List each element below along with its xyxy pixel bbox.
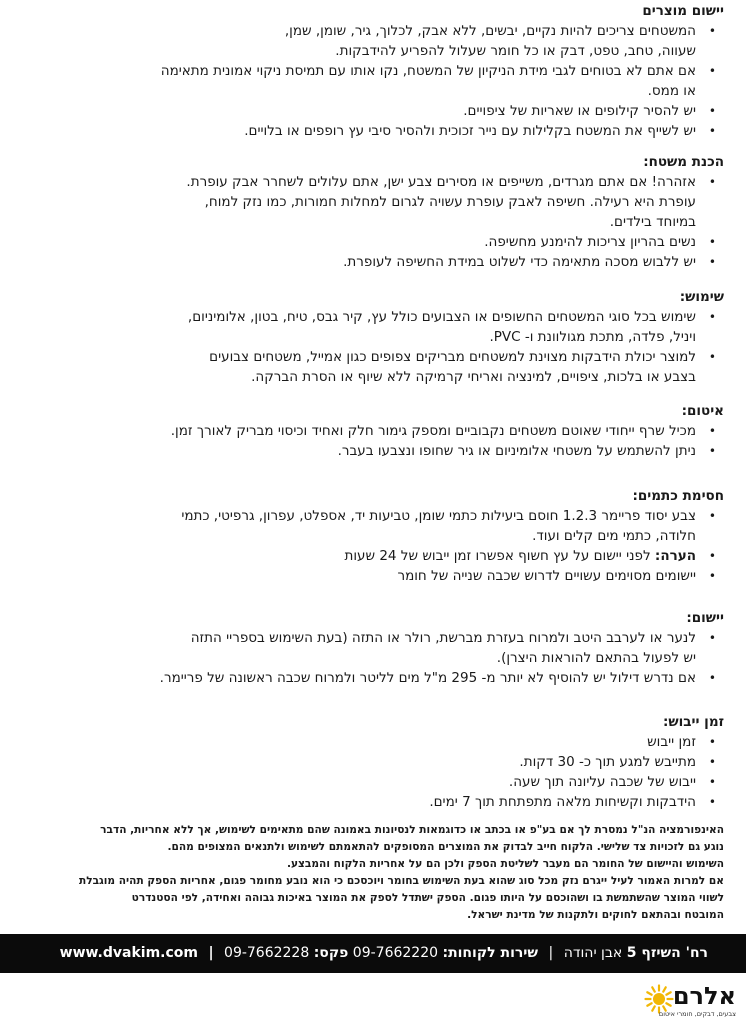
- list-item: [24, 628, 724, 668]
- list-item: [24, 506, 724, 546]
- section-title: איטום:: [681, 403, 724, 419]
- list-item: [24, 101, 724, 121]
- bullet-icon: •: [708, 175, 716, 189]
- list-item-line: או ממס.: [647, 83, 696, 99]
- disclaimer-line: לשווי המוצר שהשתמשת בו ושהוכסם על היותו פגום. הספק ישתדל לספק את המוצר באיכות גבוהה ואחידה, לפי הסטנדרט: [131, 892, 724, 904]
- footer-separator: |: [548, 945, 554, 961]
- list-item-line: אם נדרש דילול יש להוסיף לא יותר מ- 295 מ"ל מים לליטר ולמרוח שכבה ראשונה של פריימר.: [159, 670, 696, 686]
- bullet-icon: •: [708, 569, 716, 583]
- list-item: [24, 732, 724, 752]
- footer-service-label: שירות לקוחות:: [442, 945, 539, 961]
- section: [24, 402, 724, 461]
- bullet-icon: •: [708, 755, 716, 769]
- list-item-line: עופרת היא רעילה. חשיפה לאבק עופרת עשויה לגרום למחלות חמורות, כמו נזק למוח,: [204, 194, 696, 210]
- list-item-line: המשטחים צריכים להיות נקיים, יבשים, ללא אבק, לכלוך, גיר, שומן, שמן,: [284, 23, 696, 39]
- section-title: הכנת משטח:: [643, 154, 724, 170]
- bullet-list: [24, 421, 724, 461]
- section-title: זמן ייבוש:: [663, 714, 724, 730]
- bullet-icon: •: [708, 310, 716, 324]
- legal-disclaimer: [24, 822, 724, 924]
- bullet-icon: •: [708, 775, 716, 789]
- footer-service-phone[interactable]: 09-7662220: [352, 945, 439, 961]
- note-label: הערה:: [654, 548, 696, 564]
- section: [24, 609, 724, 688]
- list-item-line: יש לפעול בהתאם להוראות היצרן).: [496, 650, 696, 666]
- list-item: [24, 232, 724, 252]
- bullet-icon: •: [708, 424, 716, 438]
- bullet-icon: •: [708, 104, 716, 118]
- list-item-line: צבע יסוד פריימר 1.2.3 חוסם ביעילות כתמי שומן, טביעות יד, אספלט, עפרון, גרפיטי, כתמי: [181, 508, 696, 524]
- list-item-line: ויניל, פלדה, מתכת מגולוונת ו- PVC.: [489, 329, 696, 345]
- list-item-line: הידבקות וקשיחות מלאה מתפתחת תוך 7 ימים.: [429, 794, 696, 810]
- section-title: חסימת כתמים:: [632, 488, 724, 504]
- bullet-icon: •: [708, 549, 716, 563]
- list-item: [24, 772, 724, 792]
- list-item-line: יישומים מסוימים עשויים לדרוש שכבה שנייה של חומר: [397, 568, 696, 584]
- list-item: [24, 752, 724, 772]
- bullet-icon: •: [708, 235, 716, 249]
- bullet-icon: •: [708, 350, 716, 364]
- bullet-list: [24, 628, 724, 688]
- section-title: יישום מוצרים: [642, 3, 724, 19]
- section: [24, 288, 724, 387]
- list-item-line: לנער או לערבב היטב ולמרוח בעזרת מברשת, רולר או התזה (בעת השימוש בספריי התזה: [190, 630, 696, 646]
- list-item: [24, 21, 724, 61]
- list-item-line: אזהרה! אם אתם מגרדים, משייפים או מסירים צבע ישן, אתם עלולים לשחרר אבק עופרת.: [186, 174, 696, 190]
- bullet-icon: •: [708, 24, 716, 38]
- bullet-icon: •: [708, 509, 716, 523]
- list-item-line: יש להסיר קילופים או שאריות של ציפויים.: [463, 103, 696, 119]
- list-item-line: בצבע או בלכות, ציפויים, למינציה ואריחי קרמיקה ללא שיוף או הסרת הברקה.: [251, 369, 696, 385]
- list-item-line: [24, 546, 696, 566]
- bullet-icon: •: [708, 255, 716, 269]
- section-title: יישום:: [686, 610, 724, 626]
- disclaimer-line: המובטח ובהתאם לחוקים ולתקנות של מדינת ישראל.: [467, 909, 724, 921]
- disclaimer-line: נוגע גם לזכויות צד שלישי. הלקוח חייב לבדוק את המוצרים המסופקים להתאמתם לשימוש ולתנאים המצופים מהם.: [167, 841, 724, 853]
- list-item-line: ניתן להשתמש על משטחי אלומיניום או גיר שחופו ונצבעו בעבר.: [337, 443, 696, 459]
- footer-address-city: אבן יהודה: [563, 945, 623, 961]
- disclaimer-line: האינפורמציה הנ"ל נמסרת לך אם בע"פ או בכתב או כדוגמאות לנסיונות באמונה שהם מתאימים לשימוש, אך ללא אחריות, הדבר: [100, 824, 724, 836]
- bullet-icon: •: [708, 444, 716, 458]
- list-item: [24, 668, 724, 688]
- bullet-list: [24, 307, 724, 387]
- bullet-icon: •: [708, 631, 716, 645]
- footer-bar: [0, 934, 746, 973]
- list-item: [24, 252, 724, 272]
- list-item-line: ייבוש של שכבה עליונה תוך שעה.: [508, 774, 696, 790]
- bullet-list: [24, 21, 724, 141]
- list-item-line: נשים בהריון צריכות להימנע מחשיפה.: [484, 234, 696, 250]
- list-item: [24, 61, 724, 101]
- list-item: [24, 421, 724, 441]
- bullet-icon: •: [708, 64, 716, 78]
- bullet-icon: •: [708, 795, 716, 809]
- logo-tagline: צבעים, דבקים, חומרי איטום: [658, 1010, 736, 1018]
- list-item-line: מתייבש למגע תוך כ- 30 דקות.: [519, 754, 696, 770]
- list-item: [24, 566, 724, 586]
- list-item: [24, 546, 724, 566]
- section-title: שימוש:: [679, 289, 724, 305]
- list-item-line: שעווה, טחב, טפט, דבק או כל חומר שעלול להפריע להידבקות.: [335, 43, 696, 59]
- section: [24, 487, 724, 586]
- footer-website-link[interactable]: www.dvakim.com: [59, 945, 198, 961]
- list-item-line: יש ללבוש מסכה מתאימה כדי לשלוט במידת החשיפה לעופרת.: [343, 254, 696, 270]
- footer-contact: [60, 934, 708, 973]
- list-item-line: זמן ייבוש: [647, 734, 696, 750]
- list-item: [24, 347, 724, 387]
- list-item-line: למוצר יכולת הידבקות מצוינת למשטחים מבריקים צפופים כגון אמייל, משטחים צבועים: [209, 349, 696, 365]
- list-item-line: אם אתם לא בטוחים לגבי מידת הניקיון של המשטח, נקו אותו עם תמיסת ניקוי אמונית מתאימה: [160, 63, 696, 79]
- list-item-line: יש לשייף את המשטח בקלילות עם נייר זכוכית ולהסיר סיבי עץ רופפים או בלויים.: [244, 123, 696, 139]
- disclaimer-line: השימוש והיישום של החומר הם מעבר לשליטת הספק ולכן הם על אחריות הלקוח והמבצע.: [286, 858, 724, 870]
- bullet-icon: •: [708, 671, 716, 685]
- list-item-line: מכיל שרף ייחודי שאוטם משטחים נקבוביים ומספק גימור חלק ואחיד וכיסוי מבריק לאורך זמן.: [170, 423, 696, 439]
- list-item: [24, 172, 724, 232]
- list-item: [24, 792, 724, 812]
- bullet-list: [24, 506, 724, 586]
- footer-fax-label: פקס:: [313, 945, 349, 961]
- list-item-line: שימוש בכל סוגי המשטחים החשופים או הצבועים כולל עץ, קיר גבס, טיח, בטון, אלומיניום,: [187, 309, 696, 325]
- bullet-list: [24, 172, 724, 272]
- list-item: [24, 121, 724, 141]
- section: [24, 713, 724, 812]
- bullet-list: [24, 732, 724, 812]
- bullet-icon: •: [708, 124, 716, 138]
- footer-separator: |: [208, 945, 214, 961]
- disclaimer-line: אם למרות האמור לעיל ייגרם נזק מכל סוג שהוא בעת השימוש בחומר ויוכסכם כי הוא נובע מחומר פגום, אחריות הספק תהיה מוגבלת: [78, 875, 724, 887]
- logo-wordmark: אלרם: [672, 982, 736, 1010]
- footer-fax-number: 09-7662228: [224, 945, 310, 961]
- list-item-line: חלודה, כתמי מים קלים ועוד.: [532, 528, 696, 544]
- section: [24, 2, 724, 141]
- note-text: לפני יישום על עץ חשוף אפשרו זמן ייבוש של 24 שעות: [344, 548, 651, 564]
- list-item: [24, 441, 724, 461]
- section: [24, 153, 724, 272]
- bullet-icon: •: [708, 735, 716, 749]
- list-item-line: במיוחד בילדים.: [609, 214, 696, 230]
- footer-address-street: רח' השיזף 5: [626, 945, 708, 961]
- list-item: [24, 307, 724, 347]
- brand-logo: [644, 982, 736, 1020]
